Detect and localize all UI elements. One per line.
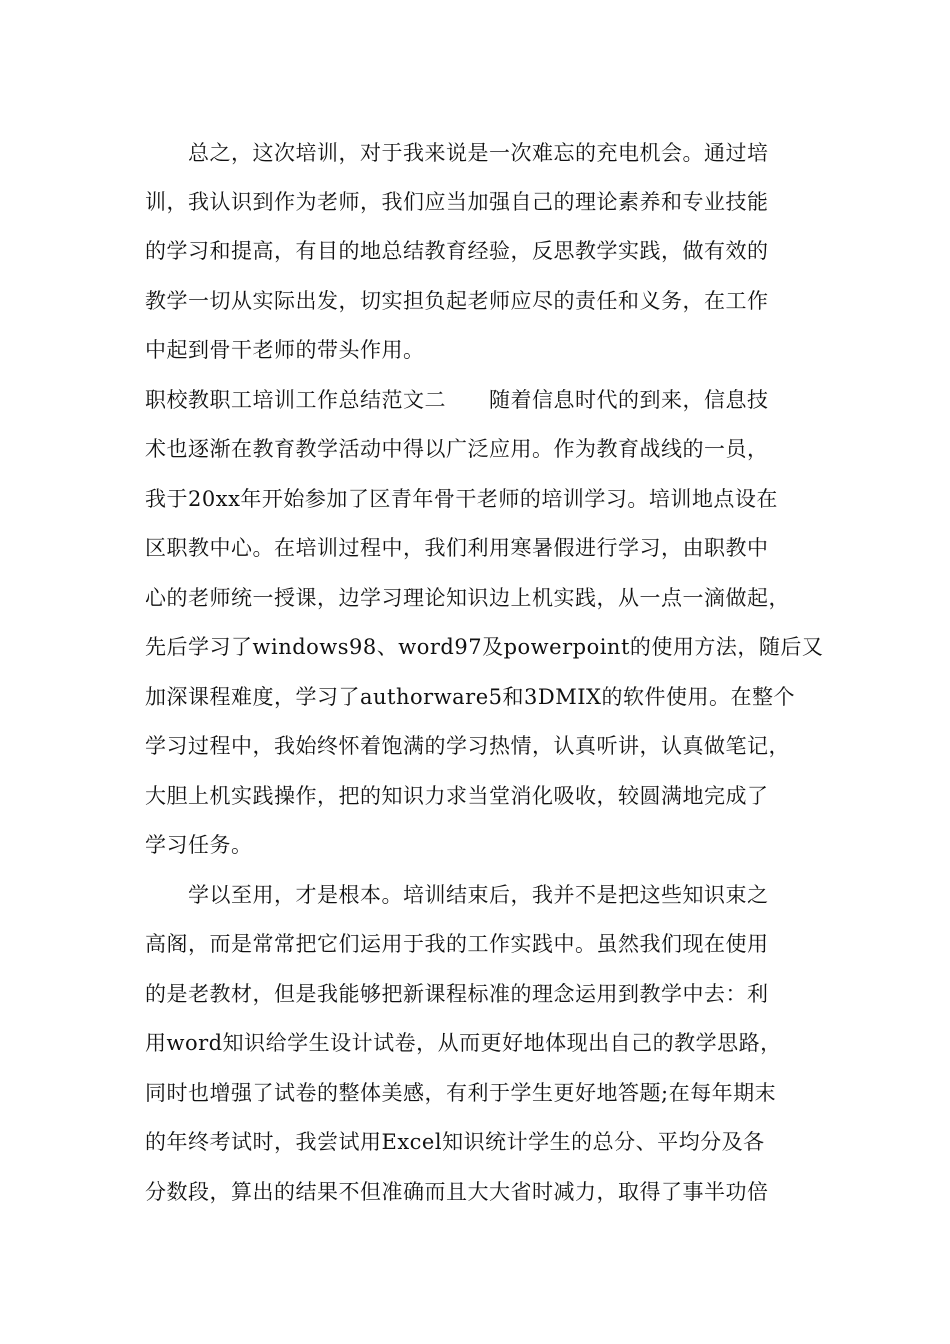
text-line: 分数段，算出的结果不但准确而且大大省时减力，取得了事半功倍 [145,1180,769,1204]
text-line: 总之，这次培训，对于我来说是一次难忘的充电机会。通过培 [145,141,769,165]
text-line: 我于20xx年开始参加了区青年骨干老师的培训学习。培训地点设在 [145,487,778,511]
text-line: 的是老教材，但是我能够把新课程标准的理念运用到教学中去：利 [145,982,769,1006]
text-line: 同时也增强了试卷的整体美感，有利于学生更好地答题;在每年期末 [145,1081,777,1105]
text-line: 大胆上机实践操作，把的知识力求当堂消化吸收，较圆满地完成了 [145,784,769,808]
text-line: 学以至用，才是根本。培训结束后，我并不是把这些知识束之 [145,883,769,907]
text-line: 的年终考试时，我尝试用Excel知识统计学生的总分、平均分及各 [145,1130,765,1154]
text-line: 训，我认识到作为老师，我们应当加强自己的理论素养和专业技能 [145,190,769,214]
section-heading-line: 职校教职工培训工作总结范文二 随着信息时代的到来，信息技 [145,388,769,412]
text-line: 术也逐渐在教育教学活动中得以广泛应用。作为教育战线的一员， [145,437,769,461]
text-line: 区职教中心。在培训过程中，我们利用寒暑假进行学习，由职教中 [145,536,769,560]
text-line: 用word知识给学生设计试卷，从而更好地体现出自己的教学思路， [145,1031,782,1055]
text-line: 学习任务。 [145,833,253,857]
text-line: 中起到骨干老师的带头作用。 [145,338,425,362]
text-line: 心的老师统一授课，边学习理论知识边上机实践，从一点一滴做起， [145,586,790,610]
text-line: 加深课程难度，学习了authorware5和3DMIX的软件使用。在整个 [145,685,795,709]
text-line: 学习过程中，我始终怀着饱满的学习热情，认真听讲，认真做笔记， [145,734,790,758]
text-line: 的学习和提高，有目的地总结教育经验，反思教学实践，做有效的 [145,239,769,263]
text-line: 教学一切从实际出发，切实担负起老师应尽的责任和义务，在工作 [145,289,769,313]
text-line: 先后学习了windows98、word97及powerpoint的使用方法，随后又 [145,635,824,659]
text-line: 高阁，而是常常把它们运用于我的工作实践中。虽然我们现在使用 [145,932,769,956]
